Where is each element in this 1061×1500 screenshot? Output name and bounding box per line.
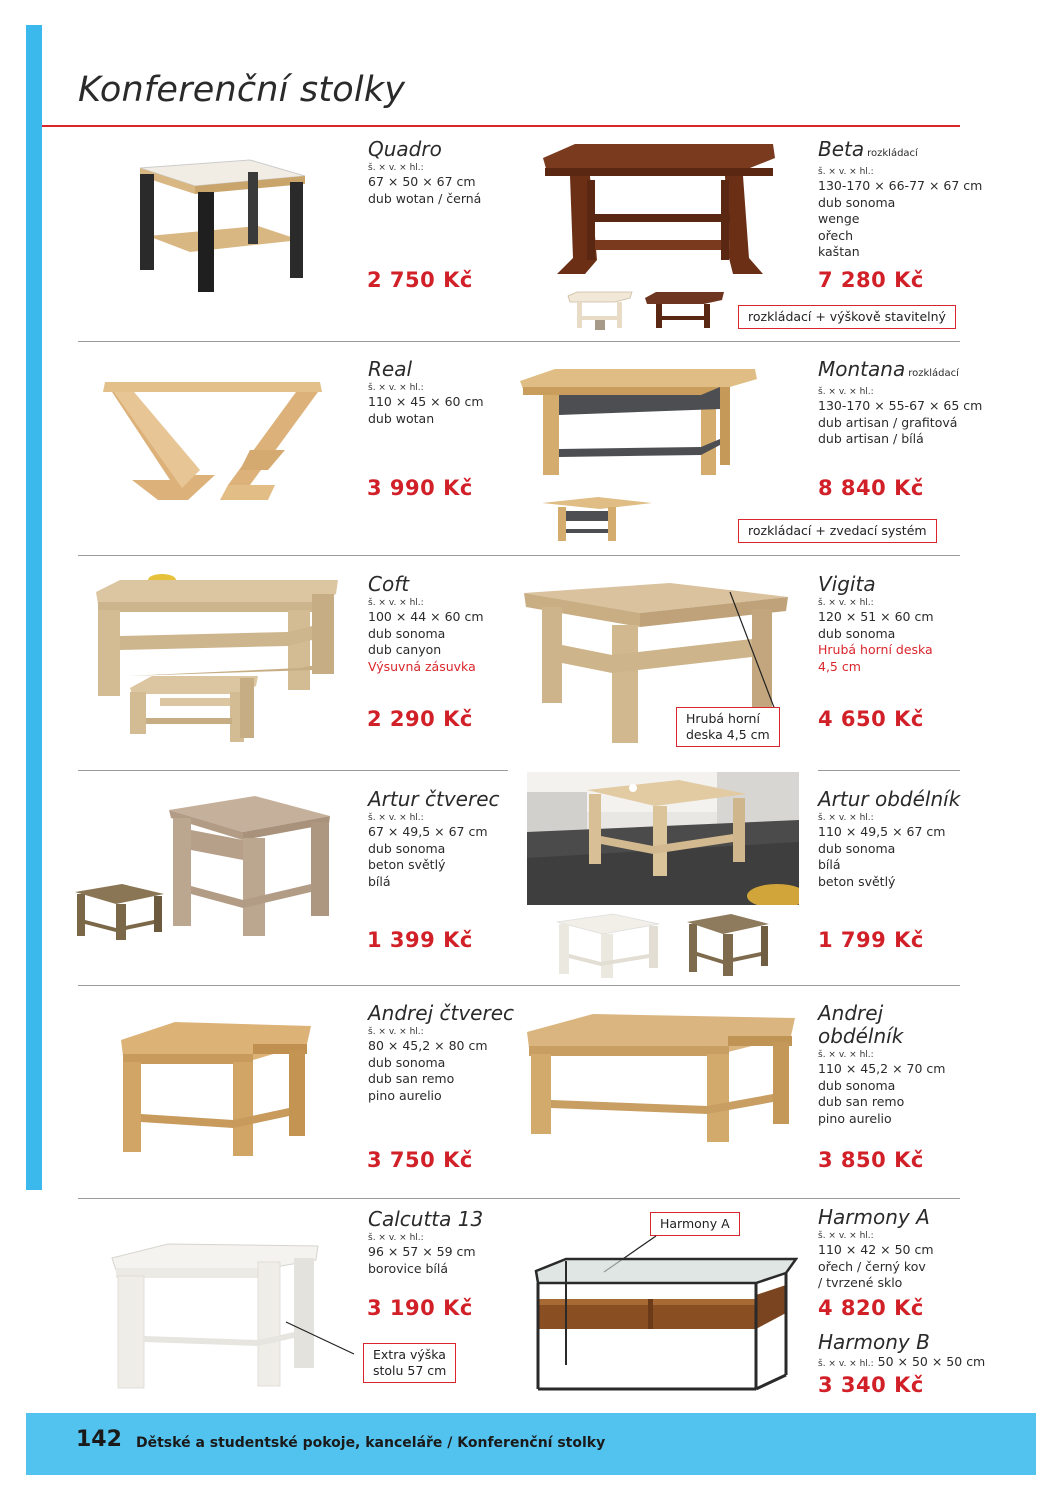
callout-leader-line [280,1318,360,1358]
product-name: Andrej čtverec [368,1001,514,1025]
product-name: Calcutta 13 [368,1207,484,1231]
product-variant: dub sonoma [818,194,896,210]
product-variant: pino aurelio [368,1087,442,1103]
sidebar-accent-bar [26,25,42,1190]
dimension-label: š. × v. × hl.: [368,1027,424,1037]
product-calcutta [368,1208,483,1277]
product-dimensions: 67 × 50 × 67 cm [368,174,476,189]
row-divider [78,985,960,986]
product-variant: kaštan [818,244,860,259]
product-image-artur-ctverec [165,790,335,940]
title-underline [42,125,960,127]
product-price: 3 190 Kč [367,1296,473,1320]
callout-leader-line [720,590,800,720]
product-variant: wenge [818,211,860,226]
product-variant: dub sonoma [818,1077,896,1093]
product-dimensions [818,1354,985,1371]
product-thumb-montana [540,493,655,545]
product-price: 3 850 Kč [818,1148,924,1172]
product-price: 1 399 Kč [367,928,473,952]
product-variant: borovice bílá [368,1260,449,1276]
product-dimensions: 130-170 × 55-67 × 65 cm [818,398,983,413]
callout-vigita [676,707,780,747]
product-variant: dub artisan / bílá [818,431,924,446]
product-name-line: obdélník [818,1024,904,1048]
product-variant: dub canyon [368,642,442,657]
product-name: Harmony A [818,1205,930,1229]
product-name-text: Montana [818,357,906,381]
product-variant: pino aurelio [818,1110,892,1126]
product-price: 8 840 Kč [818,476,924,500]
product-price: 3 990 Kč [367,476,473,500]
product-name: Artur čtverec [368,787,500,811]
product-name [818,138,982,165]
dimension-label: š. × v. × hl.: [818,1050,874,1060]
product-variant: dub san remo [368,1071,455,1086]
product-dimensions: 110 × 42 × 50 cm [818,1242,934,1257]
product-name-text: Beta [818,137,865,161]
product-price: 1 799 Kč [818,928,924,952]
product-variant: dub sonoma [818,840,896,856]
product-variant: dub sonoma [368,625,446,641]
product-image-beta [535,140,780,288]
row-divider [78,555,960,556]
product-thumb-beta-light [565,290,635,332]
product-montana [818,358,982,448]
product-image-andrej-obdelnik [523,1010,798,1145]
product-price: 2 290 Kč [367,707,473,731]
product-feature-note: Hrubá horní deska [818,642,933,657]
product-beta [818,138,982,261]
product-thumb-artur-obdelnik-white [553,910,663,980]
product-variant: dub artisan / grafitová [818,414,958,430]
product-variant: bílá [368,873,391,889]
product-feature-note: Výsuvná zásuvka [368,658,476,674]
product-image-real [100,370,325,505]
product-dimensions-value: 50 × 50 × 50 cm [877,1354,986,1369]
product-name: Coft [368,572,410,596]
product-name-line: Andrej [818,1001,884,1025]
page-number: 142 [76,1427,122,1452]
callout-line: Extra výška [373,1347,446,1362]
product-dimensions: 96 × 57 × 59 cm [368,1244,476,1259]
product-real [368,358,484,427]
callout-beta: rozkládací + výškově stavitelný [738,305,956,329]
product-thumb-beta-dark [642,290,727,332]
product-dimensions: 130-170 × 66-77 × 67 cm [818,178,983,193]
product-price: 3 340 Kč [818,1373,924,1397]
product-name: Artur obdélník [818,787,961,811]
product-coft [368,573,484,675]
product-vigita [818,573,934,675]
product-photo-artur-obdelnik [527,772,799,905]
product-artur-ctverec [368,788,500,890]
product-variant: dub wotan / černá [368,190,482,206]
dimension-label: š. × v. × hl.: [818,598,874,608]
row-divider [78,770,508,771]
product-name: Real [368,357,413,381]
dimension-label: š. × v. × hl.: [368,813,424,823]
callout-harmony-a: Harmony A [650,1212,740,1236]
callout-line: stolu 57 cm [373,1363,447,1378]
product-name: Harmony B [818,1330,930,1354]
dimension-label: š. × v. × hl.: [818,167,874,177]
row-divider [78,1198,960,1199]
product-name: Quadro [368,137,442,161]
product-variant: dub sonoma [368,840,446,856]
dimension-label: š. × v. × hl.: [368,383,424,393]
product-image-quadro [120,148,320,298]
product-andrej-ctverec [368,1002,514,1104]
product-variant: bílá [818,857,841,872]
product-dimensions: 80 × 45,2 × 80 cm [368,1038,488,1053]
product-price: 4 820 Kč [818,1296,924,1320]
product-quadro [368,138,481,207]
dimension-label: š. × v. × hl.: [368,1233,424,1243]
row-divider [78,341,960,342]
product-thumb-artur-obdelnik-concrete [683,910,773,980]
product-image-harmony-a [530,1255,798,1393]
product-feature-note: 4,5 cm [818,658,861,674]
product-variant: ořech [818,227,853,243]
product-dimensions: 120 × 51 × 60 cm [818,609,934,624]
product-price: 3 750 Kč [367,1148,473,1172]
product-variant: beton světlý [368,857,446,872]
product-price: 2 750 Kč [367,268,473,292]
product-variant: / tvrzené sklo [818,1275,903,1290]
product-price: 7 280 Kč [818,268,924,292]
product-artur-obdelnik [818,788,960,890]
product-image-coft [90,570,340,755]
callout-calcutta [363,1343,456,1383]
product-harmony-b [818,1331,985,1371]
product-andrej-obdelnik [818,1002,945,1127]
product-dimensions: 110 × 45,2 × 70 cm [818,1061,946,1076]
breadcrumb: Dětské a studentské pokoje, kanceláře / Konferenční stolky [136,1435,606,1451]
page-title: Konferenční stolky [78,70,406,110]
dimension-label: š. × v. × hl.: [818,1359,874,1369]
product-harmony-a [818,1206,934,1292]
product-variant: ořech / černý kov [818,1258,926,1274]
product-name-suffix: rozkládací [908,368,959,379]
product-image-montana [515,365,760,485]
product-name [818,358,982,385]
product-dimensions: 110 × 45 × 60 cm [368,394,484,409]
product-variant: dub san remo [818,1094,905,1109]
dimension-label: š. × v. × hl.: [818,813,874,823]
dimension-label: š. × v. × hl.: [368,598,424,608]
product-name: Vigita [818,572,876,596]
footer-bar [26,1413,1036,1475]
row-divider [818,770,960,771]
product-dimensions: 100 × 44 × 60 cm [368,609,484,624]
product-variant: dub sonoma [818,625,896,641]
dimension-label: š. × v. × hl.: [818,1231,874,1241]
dimension-label: š. × v. × hl.: [818,387,874,397]
product-price: 4 650 Kč [818,707,924,731]
product-thumb-artur-ctverec [72,880,167,942]
product-variant: dub sonoma [368,1054,446,1070]
dimension-label: š. × v. × hl.: [368,163,424,173]
callout-line: deska 4,5 cm [686,727,770,742]
product-variant: dub wotan [368,410,435,426]
product-variant: beton světlý [818,873,896,889]
product-image-andrej-ctverec [115,1018,315,1158]
product-dimensions: 110 × 49,5 × 67 cm [818,824,946,839]
product-name-suffix: rozkládací [867,148,918,159]
product-dimensions: 67 × 49,5 × 67 cm [368,824,488,839]
callout-line: Hrubá horní [686,711,760,726]
callout-montana: rozkládací + zvedací systém [738,519,937,543]
